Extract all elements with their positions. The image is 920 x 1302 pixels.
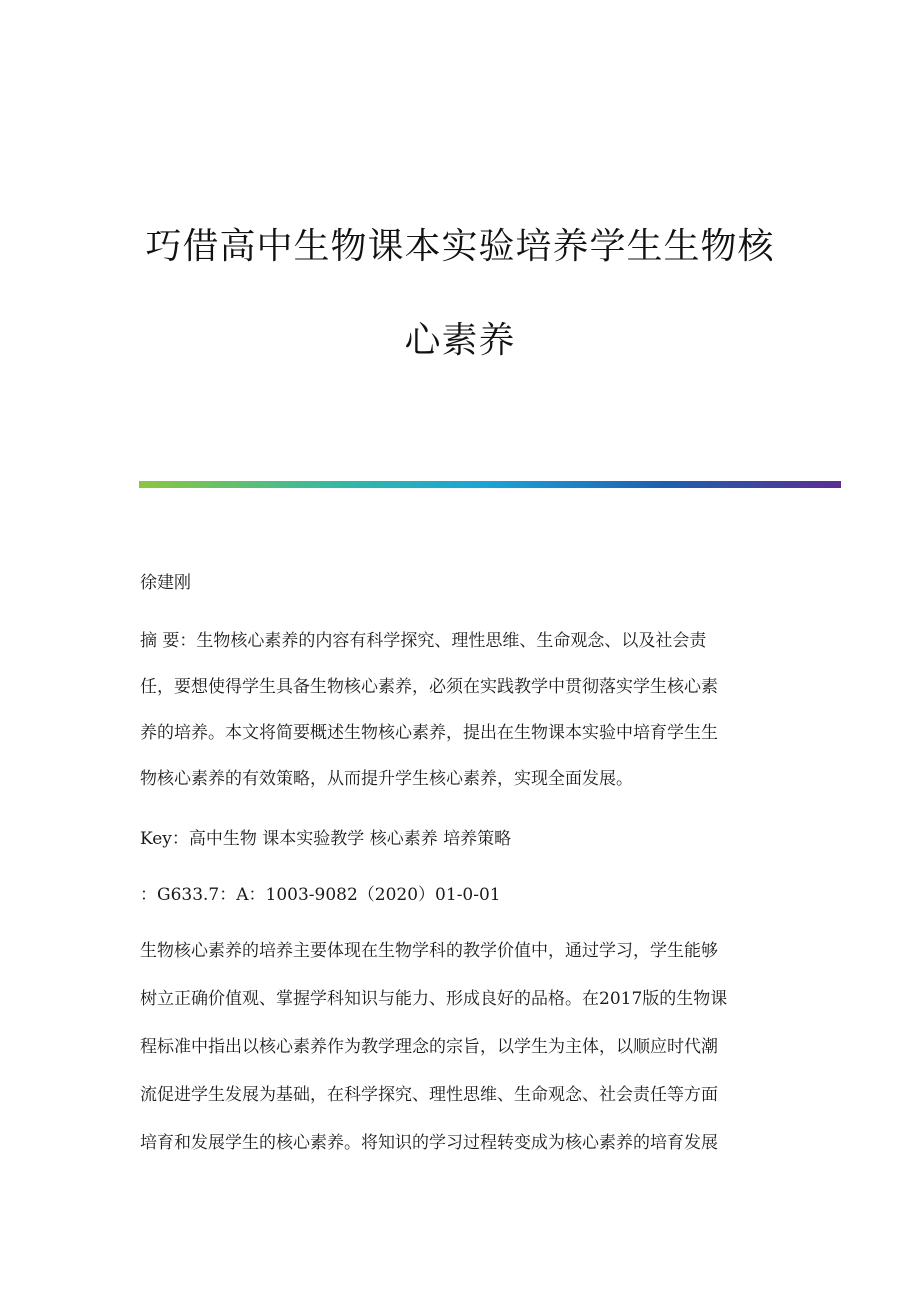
classification-code: ：G633.7：A：1003-9082（2020）01-0-01	[140, 885, 501, 905]
title-line-1: 巧借高中生物课本实验培养学生生物核	[145, 226, 775, 267]
abstract-line-3: 养的培养。本文将简要概述生物核心素养，提出在生物课本实验中培育学生生	[140, 723, 718, 743]
title-line-2: 心素养	[404, 320, 516, 361]
body-line-4: 流促进学生发展为基础，在科学探究、理性思维、生命观念、社会责任等方面	[140, 1085, 718, 1105]
keywords: Key：高中生物 课本实验教学 核心素养 培养策略	[140, 829, 512, 849]
author-name: 徐建刚	[140, 573, 191, 593]
body-line-3: 程标准中指出以核心素养作为教学理念的宗旨，以学生为主体，以顺应时代潮	[140, 1037, 718, 1057]
abstract-line-2: 任，要想使得学生具备生物核心素养，必须在实践教学中贯彻落实学生核心素	[140, 677, 718, 697]
abstract-line-4: 物核心素养的有效策略，从而提升学生核心素养，实现全面发展。	[140, 769, 633, 789]
gradient-divider	[139, 481, 841, 488]
body-line-5: 培育和发展学生的核心素养。将知识的学习过程转变成为核心素养的培育发展	[140, 1133, 718, 1153]
body-line-2: 树立正确价值观、掌握学科知识与能力、形成良好的品格。在2017版的生物课	[140, 989, 728, 1009]
body-line-1: 生物核心素养的培养主要体现在生物学科的教学价值中，通过学习，学生能够	[140, 941, 718, 961]
abstract-line-1: 摘 要：生物核心素养的内容有科学探究、理性思维、生命观念、以及社会责	[140, 631, 707, 651]
